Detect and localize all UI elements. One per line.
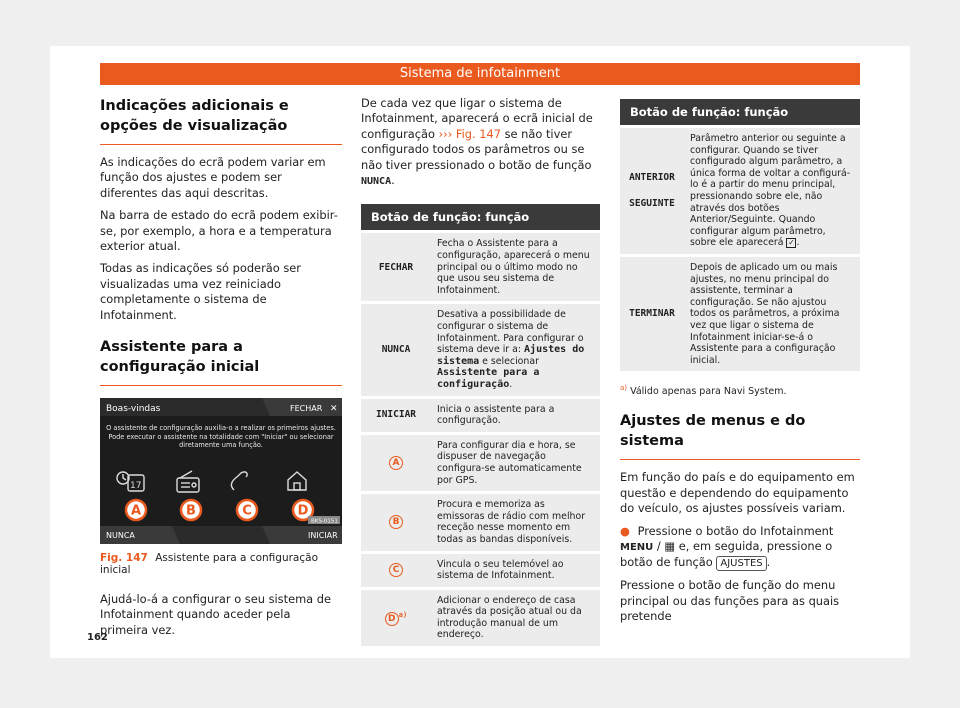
section-heading-menu-settings: Ajustes de menus e do sistema bbox=[620, 411, 860, 460]
bullet-icon: ● bbox=[620, 523, 630, 538]
svg-text:A: A bbox=[130, 503, 142, 519]
bullet-item: ● Pressione o botão do Infotainment MENU / ▦ e, em seguida, pressione o botão de função AJUSTES . bbox=[620, 523, 834, 570]
paragraph: Pressione o botão de função do menu principal ou das funções para as quais pretende bbox=[620, 578, 840, 624]
callout-a-marker: A bbox=[389, 456, 403, 470]
figure-start-label: INICIAR bbox=[308, 531, 338, 541]
figure-message: O assistente de configuração auxilia-o a realizar os primeiros ajustes. Pode executar o assistente na totalidade com "Iniciar" ou selecionar diretamente uma função. bbox=[106, 424, 336, 450]
paragraph-intro: De cada vez que ligar o sistema de Infotainment, aparecerá o ecrã inicial de configuração ››› Fig. 147 se não tiver configurado todos os parâmetros ou se não tiver pressionado o botão de função NUNCA. bbox=[361, 96, 593, 188]
setup-assistant-screenshot bbox=[100, 398, 342, 544]
page-number: 162 bbox=[87, 632, 108, 643]
table-header: Botão de função: função bbox=[361, 204, 600, 230]
function-button-table bbox=[361, 201, 600, 649]
figure-close-label: FECHAR bbox=[290, 404, 323, 414]
column-right bbox=[620, 96, 860, 632]
table-row: A Para configurar dia e hora, se dispuser de navegação configura-se automaticamente por GPS. bbox=[361, 435, 600, 491]
function-button-table-continued bbox=[620, 96, 860, 374]
callout-c-marker: C bbox=[389, 563, 403, 577]
paragraph: Na barra de estado do ecrã podem exibir-se, por exemplo, a hora e a temperatura exterior atual. bbox=[100, 208, 338, 254]
svg-text:D: D bbox=[297, 503, 309, 519]
paragraph: Todas as indicações só poderão ser visualizadas uma vez reiniciado completamente o sistema de Infotainment. bbox=[100, 261, 301, 322]
checkbox-checked-icon: ✓ bbox=[788, 238, 795, 248]
footnote-marker: a) bbox=[398, 610, 408, 619]
setup-assistant-screen bbox=[100, 398, 342, 544]
menu-button-icon: MENU bbox=[620, 542, 654, 554]
paragraph: As indicações do ecrã podem variar em função dos ajustes e podem ser diferentes das aqui descritas. bbox=[100, 155, 326, 200]
table-row: ANTERIOR SEGUINTE Parâmetro anterior ou seguinte a configurar. Quando se tiver configurado algum parâmetro, a única forma de voltar a configurá-lo é a partir do menu principal, pressionando sobre ele, não através dos botões Anterior/Seguinte. Quando configurar algum parâmetro, sobre ele aparecerá ✓ . bbox=[620, 128, 860, 254]
settings-button-label: AJUSTES bbox=[716, 556, 766, 571]
figure-title: Boas-vindas bbox=[106, 404, 161, 415]
chapter-header: Sistema de infotainment bbox=[100, 63, 860, 85]
paragraph: Em função do país e do equipamento em questão e dependendo do equipamento do veículo, os ajustes possíveis variam. bbox=[620, 470, 855, 516]
figure-code: BKS-0151 bbox=[311, 518, 338, 525]
callout-d-marker: D bbox=[385, 612, 399, 626]
figure-label: Fig. 147 bbox=[100, 552, 148, 565]
paragraph: Ajudá-lo-á a configurar o seu sistema de Infotainment quando aceder pela primeira vez. bbox=[100, 592, 332, 637]
table-row: B Procura e memoriza as emissoras de rádio com melhor receção nesse momento em todas as bandas disponíveis. bbox=[361, 494, 600, 550]
callout-b-marker: B bbox=[389, 515, 403, 529]
figure-never-label: NUNCA bbox=[106, 531, 135, 541]
table-header: Botão de função: função bbox=[620, 99, 860, 125]
table-row: INICIAR Inicia o assistente para a configuração. bbox=[361, 399, 600, 432]
grid-icon: ▦ bbox=[664, 539, 676, 554]
figure-caption-text: Assistente para a configuração inicial bbox=[100, 552, 318, 577]
table-row: C Vincula o seu telemóvel ao sistema de Infotainment. bbox=[361, 554, 600, 587]
section-heading-setup-assistant: Assistente para a configuração inicial bbox=[100, 337, 342, 386]
table-row: D $^{a)}$ Adicionar o endereço de casa através da posição atual ou da introdução manual de um endereço. bbox=[361, 590, 600, 646]
figure-caption bbox=[100, 552, 342, 576]
figure-reference-link[interactable]: ››› Fig. 147 bbox=[438, 126, 501, 141]
close-icon: ✕ bbox=[330, 404, 338, 415]
footnote: $^{a)}$ Válido apenas para Navi System. bbox=[620, 384, 787, 398]
svg-text:C: C bbox=[242, 503, 252, 519]
svg-text:B: B bbox=[186, 503, 196, 519]
column-left bbox=[100, 96, 342, 645]
table-row: TERMINAR Depois de aplicado um ou mais ajustes, no menu principal do assistente, terminar a configuração. Se não ajustou todos os parâmetros, a próxima vez que ligar o sistema de Infotainment iniciar-se-á o Assistente para a configuração inicial. bbox=[620, 257, 860, 371]
table-row: NUNCA Desativa a possibilidade de configurar o sistema de Infotainment. Para configurar o sistema deve ir a: Ajustes do sistema e selecionar Assistente para a configuração. bbox=[361, 304, 600, 395]
table-row: FECHAR Fecha o Assistente para a configuração, aparecerá o menu principal ou o último modo no que usou seu sistema de Infotainment. bbox=[361, 233, 600, 301]
section-heading-display-options: Indicações adicionais e opções de visualização bbox=[100, 96, 342, 145]
calendar-day: 17 bbox=[130, 481, 142, 492]
column-middle bbox=[361, 96, 600, 649]
